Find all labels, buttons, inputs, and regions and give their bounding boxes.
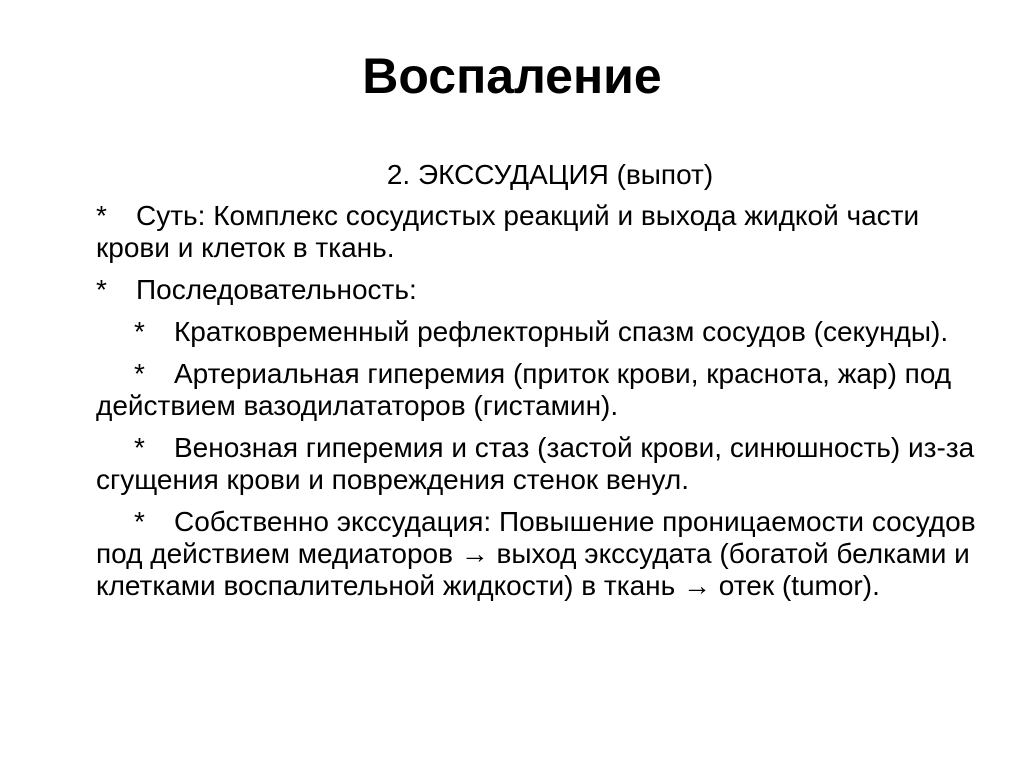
bullet-marker: * [134,432,145,463]
bullet-item-venous-hyperemia [96,432,996,496]
bullet-list [96,200,996,612]
bullet-text: Последовательность: [136,274,417,305]
bullet-item-arterial-hyperemia [96,358,996,422]
section-heading: 2. ЭКССУДАЦИЯ (выпот) [386,159,714,190]
bullet-item-essence [96,200,996,264]
bullet-marker: * [96,200,107,231]
bullet-item-sequence [96,274,996,306]
bullet-item-exudation [96,506,996,602]
bullet-text: Суть: Комплекс сосудистых реакций и выхода жидкой части крови и клеток в ткань. [96,200,920,263]
bullet-marker: * [96,274,107,305]
bullet-item-spasm [96,316,996,348]
bullet-text: Кратковременный рефлекторный спазм сосудов (секунды). [174,316,949,347]
slide-title: Воспаление [362,48,662,104]
bullet-text: Венозная гиперемия и стаз (застой крови, синюшность) из-за сгущения крови и повреждения стенок венул. [96,432,975,495]
bullet-marker: * [134,316,145,347]
bullet-marker: * [134,358,145,389]
bullet-marker: * [134,506,145,537]
bullet-text: Собственно экссудация: Повышение проницаемости сосудов под действием медиаторов → выход экссудата (богатой белками и клетками воспалительной жидкости) в ткань → отек (tumor). [96,506,976,601]
bullet-text: Артериальная гиперемия (приток крови, краснота, жар) под действием вазодилататоров (гистамин). [96,358,952,421]
